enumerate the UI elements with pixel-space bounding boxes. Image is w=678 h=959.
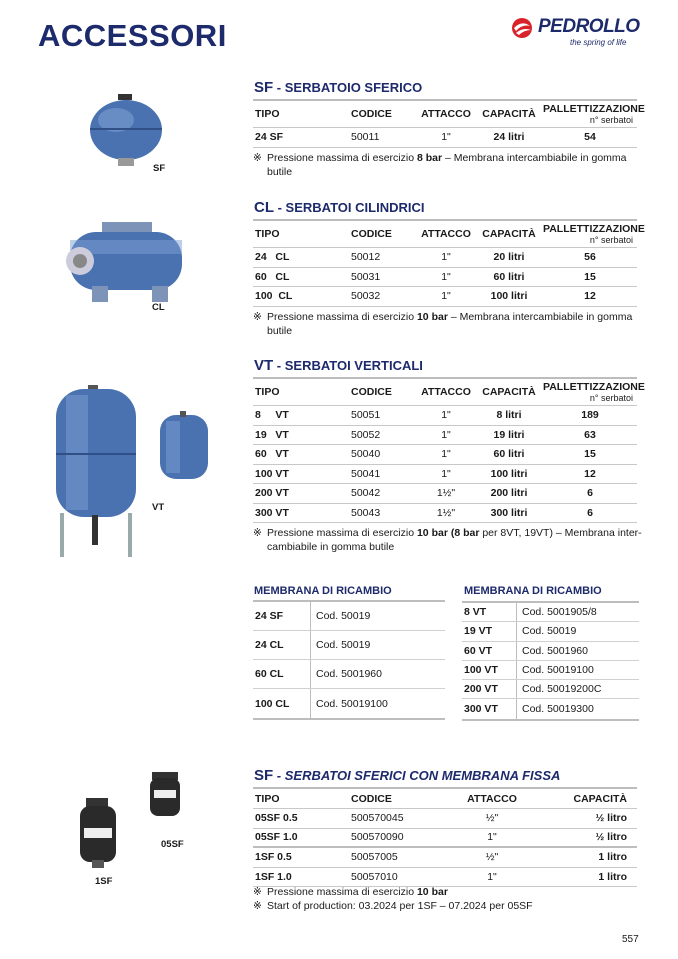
table-cell: 50012 bbox=[351, 251, 381, 264]
table-cell: 50040 bbox=[351, 448, 381, 461]
table-row bbox=[253, 287, 637, 307]
membrana-left-table bbox=[253, 600, 445, 720]
table-cell: 189 bbox=[581, 409, 599, 422]
sf-note bbox=[253, 151, 643, 179]
note-symbol: ※ bbox=[253, 527, 262, 539]
table-cell: 63 bbox=[584, 428, 596, 441]
table-cell: 1" bbox=[487, 870, 497, 883]
membrane-model: 24 SF bbox=[253, 602, 311, 630]
membrane-model: 24 CL bbox=[253, 631, 311, 659]
note-text: per 8VT, 19VT) – Membrana inter- bbox=[479, 527, 642, 539]
note-text: cambiabile in gomma butile bbox=[267, 541, 395, 553]
column-header bbox=[541, 223, 645, 245]
membrane-row bbox=[462, 642, 639, 661]
vt-title: - SERBATOI VERTICALI bbox=[273, 358, 423, 373]
table-cell: 1 litro bbox=[598, 851, 627, 864]
sf-tank-image bbox=[88, 92, 168, 167]
cl-tank-image bbox=[62, 220, 190, 306]
table-cell: 1½" bbox=[436, 506, 456, 519]
table-cell: 200 VT bbox=[255, 487, 289, 500]
column-header-label: TIPO bbox=[255, 228, 280, 240]
table-cell: 60 VT bbox=[255, 448, 289, 461]
column-header-label: ATTACCO bbox=[421, 228, 471, 240]
table-cell: 05SF 0.5 bbox=[255, 812, 298, 825]
note-text: Pressione massima di esercizio bbox=[267, 152, 417, 164]
column-header bbox=[415, 228, 475, 240]
table-cell: 500570045 bbox=[351, 812, 404, 825]
table-cell: 300 VT bbox=[255, 506, 289, 519]
note-text: – Membrana intercambiabile in gomma bbox=[447, 311, 633, 323]
column-header bbox=[253, 108, 349, 120]
cl-code: CL bbox=[254, 199, 274, 216]
membrane-row bbox=[253, 660, 445, 689]
column-header bbox=[349, 793, 441, 805]
table-cell: 1" bbox=[441, 131, 451, 144]
note-text: Start of production: 03.2024 per 1SF – 07.2024 per 05SF bbox=[267, 900, 533, 912]
table-row bbox=[253, 848, 637, 868]
membrane-row bbox=[253, 602, 445, 631]
table-row bbox=[253, 268, 637, 288]
vt-section-title bbox=[254, 357, 423, 374]
1sf-image-label: 1SF bbox=[95, 876, 113, 887]
table-cell: 100 litri bbox=[490, 290, 528, 303]
table-header-row bbox=[253, 221, 645, 248]
note-text: – Membrana intercambiabile in gomma bbox=[442, 152, 627, 164]
table-cell: 1" bbox=[441, 409, 451, 422]
table-cell: 1" bbox=[441, 290, 451, 303]
table-cell: 56 bbox=[584, 251, 596, 264]
cl-image-label: CL bbox=[152, 302, 165, 313]
membrane-row bbox=[462, 680, 639, 699]
column-header bbox=[349, 386, 415, 398]
column-header-label: CODICE bbox=[351, 792, 392, 805]
table-cell: 54 bbox=[584, 131, 596, 144]
column-header-label: CODICE bbox=[351, 228, 392, 240]
sf-title: - SERBATOIO SFERICO bbox=[273, 80, 423, 95]
table-cell: 50057005 bbox=[351, 851, 398, 864]
column-header bbox=[475, 228, 541, 240]
table-row bbox=[253, 504, 637, 524]
table-cell: 50031 bbox=[351, 270, 381, 283]
table-cell: 15 bbox=[584, 270, 596, 283]
table-row bbox=[253, 426, 637, 446]
table-row bbox=[253, 809, 637, 829]
column-header-label: CAPACITÀ bbox=[482, 228, 536, 240]
sff-table bbox=[253, 787, 637, 887]
membrane-model: 100 CL bbox=[253, 689, 311, 718]
table-cell: 19 VT bbox=[255, 428, 289, 441]
column-header bbox=[541, 103, 645, 125]
column-header-label: CODICE bbox=[351, 108, 392, 120]
column-header-sublabel: n° serbatoi bbox=[589, 115, 633, 125]
membrane-model: 300 VT bbox=[462, 699, 517, 718]
membrane-row bbox=[462, 699, 639, 718]
column-header-label: CAPACITÀ bbox=[482, 386, 536, 398]
column-header bbox=[475, 108, 541, 120]
table-cell: 24 CL bbox=[255, 251, 290, 264]
table-cell: 1" bbox=[441, 448, 451, 461]
sf-code: SF bbox=[254, 79, 274, 96]
note-text: butile bbox=[267, 166, 293, 178]
membrane-code: Cod. 5001905/8 bbox=[522, 606, 597, 619]
membrane-row bbox=[253, 689, 445, 718]
column-header-label: CODICE bbox=[351, 386, 392, 398]
table-cell: 6 bbox=[587, 506, 593, 519]
membrane-code: Cod. 50019100 bbox=[316, 697, 388, 710]
table-cell: 50057010 bbox=[351, 870, 398, 883]
membrane-code: Cod. 50019300 bbox=[522, 703, 594, 716]
table-row bbox=[253, 445, 637, 465]
sff-tanks-image bbox=[70, 770, 190, 875]
column-header-sublabel: n° serbatoi bbox=[589, 235, 633, 245]
membrana-right-table bbox=[462, 601, 639, 721]
column-header-label: PALLETTIZZAZIONE bbox=[543, 103, 645, 115]
table-cell: 50052 bbox=[351, 428, 381, 441]
table-row bbox=[253, 465, 637, 485]
membrane-model: 8 VT bbox=[462, 603, 517, 621]
page-number: 557 bbox=[622, 934, 639, 945]
membrane-row bbox=[462, 603, 639, 622]
table-cell: 6 bbox=[587, 487, 593, 500]
table-cell: ½" bbox=[485, 851, 499, 864]
pedrollo-logo bbox=[510, 16, 640, 50]
table-cell: ½ litro bbox=[595, 812, 627, 825]
column-header bbox=[475, 386, 541, 398]
table-cell: 8 litri bbox=[496, 409, 522, 422]
column-header bbox=[441, 793, 541, 805]
column-header-label: PALLETTIZZAZIONE bbox=[543, 381, 645, 393]
note-bold: 10 bar (8 bar bbox=[416, 527, 480, 539]
membrane-model: 19 VT bbox=[462, 622, 517, 640]
note-symbol: ※ bbox=[253, 311, 262, 323]
sff-notes bbox=[253, 885, 643, 913]
column-header bbox=[415, 386, 475, 398]
table-cell: 1" bbox=[441, 270, 451, 283]
note-symbol: ※ bbox=[253, 152, 262, 164]
table-cell: 50042 bbox=[351, 487, 381, 500]
sff-section-title bbox=[254, 767, 560, 784]
column-header-label: TIPO bbox=[255, 108, 280, 120]
table-cell: 50011 bbox=[351, 131, 380, 144]
page-title: ACCESSORI bbox=[38, 18, 227, 53]
vt-table bbox=[253, 377, 645, 523]
membrane-row bbox=[462, 622, 639, 641]
membrane-model: 100 VT bbox=[462, 661, 517, 679]
sf-table bbox=[253, 99, 645, 148]
column-header bbox=[349, 228, 415, 240]
table-header-row bbox=[253, 101, 645, 128]
table-cell: 60 litri bbox=[493, 448, 525, 461]
vt-tank-image bbox=[52, 385, 217, 560]
column-header-label: TIPO bbox=[255, 386, 280, 398]
table-cell: 1" bbox=[487, 831, 497, 844]
table-cell: 15 bbox=[584, 448, 596, 461]
sff-title: - SERBATOI SFERICI CON MEMBRANA FISSA bbox=[273, 768, 561, 783]
column-header-label: ATTACCO bbox=[421, 386, 471, 398]
table-cell: 1½" bbox=[436, 487, 456, 500]
table-cell: 12 bbox=[584, 290, 596, 303]
note-text: Pressione massima di esercizio bbox=[267, 527, 417, 539]
cl-note bbox=[253, 310, 643, 338]
05sf-image-label: 05SF bbox=[161, 839, 184, 850]
cl-title: - SERBATOI CILINDRICI bbox=[274, 200, 425, 215]
column-header-label: CAPACITÀ bbox=[482, 108, 536, 120]
table-row bbox=[253, 128, 637, 148]
table-cell: 50043 bbox=[351, 506, 381, 519]
column-header-label: CAPACITÀ bbox=[573, 792, 627, 805]
table-cell: 60 CL bbox=[255, 270, 290, 283]
sff-code: SF bbox=[254, 767, 274, 784]
table-cell: ½" bbox=[485, 812, 499, 825]
note-symbol: ※ bbox=[253, 886, 262, 898]
note-bold: 10 bar bbox=[416, 886, 448, 898]
table-cell: 50041 bbox=[351, 467, 381, 480]
note-bold: 10 bar bbox=[416, 311, 448, 323]
table-cell: 50051 bbox=[351, 409, 381, 422]
note-bold: 8 bar bbox=[416, 152, 443, 164]
table-cell: 1SF 1.0 bbox=[255, 870, 292, 883]
note-symbol: ※ bbox=[253, 900, 262, 912]
cl-section-title bbox=[254, 199, 424, 216]
membrane-code: Cod. 50019 bbox=[522, 625, 577, 638]
table-cell: 05SF 1.0 bbox=[255, 831, 298, 844]
table-cell: ½ litro bbox=[595, 831, 627, 844]
table-cell: 8 VT bbox=[255, 409, 289, 422]
vt-note bbox=[253, 526, 643, 554]
vt-image-label: VT bbox=[152, 502, 165, 513]
table-cell: 24 litri bbox=[493, 131, 525, 144]
membrane-model: 200 VT bbox=[462, 680, 517, 698]
membrana-left-title: MEMBRANA DI RICAMBIO bbox=[254, 585, 392, 597]
membrana-right-title: MEMBRANA DI RICAMBIO bbox=[464, 585, 602, 597]
table-header-row bbox=[253, 789, 637, 809]
membrane-code: Cod. 50019100 bbox=[522, 664, 594, 677]
table-cell: 1 litro bbox=[598, 870, 627, 883]
note-text: butile bbox=[267, 325, 293, 337]
logo-swirl-icon bbox=[510, 17, 536, 39]
membrane-model: 60 CL bbox=[253, 660, 311, 688]
column-header-label: TIPO bbox=[255, 792, 280, 805]
membrane-code: Cod. 50019 bbox=[316, 639, 371, 651]
sf-image-label: SF bbox=[153, 163, 166, 174]
column-header bbox=[253, 228, 349, 240]
membrane-model: 60 VT bbox=[462, 642, 517, 660]
column-header bbox=[253, 386, 349, 398]
membrane-row bbox=[462, 661, 639, 680]
table-cell: 19 litri bbox=[493, 428, 525, 441]
note-text: Pressione massima di esercizio bbox=[267, 886, 417, 898]
logo-brand: PEDROLLO bbox=[538, 16, 640, 37]
table-row bbox=[253, 406, 637, 426]
column-header-sublabel: n° serbatoi bbox=[589, 393, 633, 403]
membrane-code: Cod. 50019 bbox=[316, 610, 371, 622]
table-cell: 100 CL bbox=[255, 290, 293, 303]
table-cell: 200 litri bbox=[490, 487, 528, 500]
column-header bbox=[349, 108, 415, 120]
sf-section-title bbox=[254, 79, 422, 96]
table-cell: 24 SF bbox=[255, 131, 284, 144]
table-cell: 1" bbox=[441, 251, 451, 264]
vt-code: VT bbox=[254, 357, 274, 374]
column-header-label: ATTACCO bbox=[421, 108, 471, 120]
table-cell: 100 VT bbox=[255, 467, 289, 480]
note-text: Pressione massima di esercizio bbox=[267, 311, 417, 323]
table-cell: 1" bbox=[441, 428, 451, 441]
table-cell: 1SF 0.5 bbox=[255, 851, 292, 864]
logo-tagline: the spring of life bbox=[570, 38, 627, 47]
table-row bbox=[253, 484, 637, 504]
column-header-label: PALLETTIZZAZIONE bbox=[543, 223, 645, 235]
table-cell: 60 litri bbox=[493, 270, 525, 283]
column-header bbox=[253, 793, 349, 805]
membrane-code: Cod. 5001960 bbox=[522, 644, 588, 657]
column-header bbox=[415, 108, 475, 120]
membrane-row bbox=[253, 631, 445, 660]
membrane-code: Cod. 50019200C bbox=[522, 683, 602, 696]
membrane-code: Cod. 5001960 bbox=[316, 668, 382, 680]
cl-table bbox=[253, 219, 645, 307]
table-cell: 50032 bbox=[351, 290, 381, 303]
table-header-row bbox=[253, 379, 645, 406]
table-cell: 20 litri bbox=[493, 251, 525, 264]
table-row bbox=[253, 248, 637, 268]
table-cell: 300 litri bbox=[490, 506, 528, 519]
table-cell: 12 bbox=[584, 467, 596, 480]
column-header bbox=[541, 793, 637, 805]
table-cell: 100 litri bbox=[490, 467, 528, 480]
column-header bbox=[541, 381, 645, 403]
table-cell: 1" bbox=[441, 467, 451, 480]
column-header-label: ATTACCO bbox=[467, 792, 517, 805]
table-row bbox=[253, 829, 637, 849]
table-cell: 500570090 bbox=[351, 831, 404, 844]
